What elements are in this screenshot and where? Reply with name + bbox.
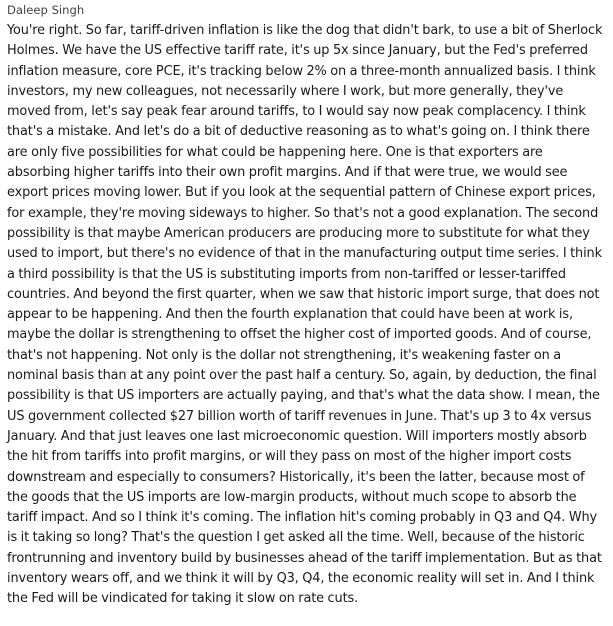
transcript-text: You're right. So far, tariff-driven inflation is like the dog that didn't bark, to use a bit of Sherlock Holmes. We have the US effective tariff rate, it's up 5x since January, but the Fed's preferred inflation measure, core PCE, it's tracking below 2% on a three-month annualized basis. I think investors, my new colleagues, not necessarily where I work, but more generally, they've moved from, let's say peak fear around tariffs, to I would say now peak complacency. I think that's a mistake. And let's do a bit of deductive reasoning as to what's going on. I think there are only five possibilities for what could be happening here. One is that exporters are absorbing higher tariffs into their own profit margins. And if that were true, we would see export prices moving lower. But if you look at the sequential pattern of Chinese export prices, for example, they're moving sideways to higher. So that's not a good explanation. The second possibility is that maybe American producers are producing more to substitute for what they used to import, but there's no evidence of that in the manufacturing output time series. I think a third possibility is that the US is substituting imports from non-tariffed or lesser-tariffed countries. And beyond the first quarter, when we saw that historic import surge, that does not appear to be happening. And then the fourth explanation that could have been at work is, maybe the dollar is strengthening to offset the higher cost of imported goods. And of course, that's not happening. Not only is the dollar not strengthening, it's weakening faster on a nominal basis than at any point over the past half a century. So, again, by deduction, the final possibility is that US importers are actually paying, and that's what the data show. I mean, the US government collected $27 billion worth of tariff revenues in June. That's up 3 to 4x versus January. And that just leaves one last microeconomic question. Will importers mostly absorb the hit from tariffs into profit margins, or will they pass on most of the higher import costs downstream and especially to consumers? Historically, it's been the latter, because most of the goods that the US imports are low-margin products, without much scope to absorb the tariff impact. And so I think it's coming. The inflation hit's coming probably in Q3 and Q4. Why is it taking so long? That's the question I get asked all the time. Well, because of the historic frontrunning and inventory build by businesses ahead of the tariff implementation. But as that inventory wears off, and we think it will by Q3, Q4, the economic reality will set in. And I think the Fed will be vindicated for taking it slow on rate cuts. [7, 23, 603, 607]
speaker-name: Daleep Singh [7, 3, 85, 17]
